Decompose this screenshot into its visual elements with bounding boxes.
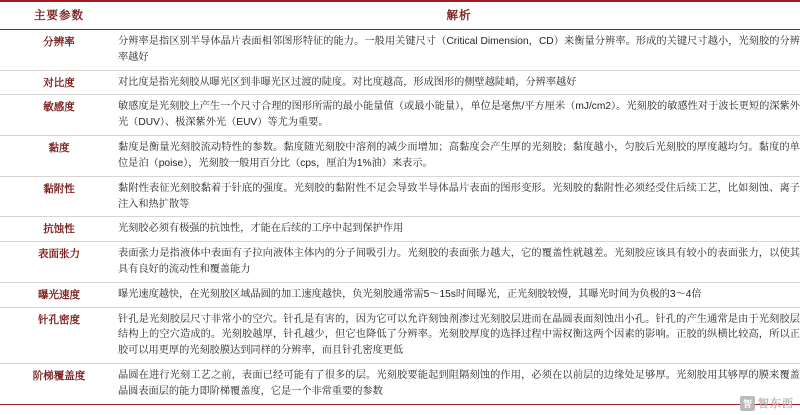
row-description: 敏感度是光刻胶上产生一个尺寸合理的图形所需的最小能量值（或最小能量），单位是毫焦/平方厘米（mJ/cm2）。光刻胶的敏感性对于波长更短的深紫外光（DUV）、极深紫外光（EUV）等尤为重要。	[118, 95, 800, 136]
table-row	[0, 282, 800, 307]
row-param-name: 曝光速度	[0, 282, 118, 307]
watermark	[740, 395, 794, 411]
table-header-row	[0, 1, 800, 30]
table-row	[0, 136, 800, 177]
row-param-name: 黏度	[0, 136, 118, 177]
row-param-name: 对比度	[0, 70, 118, 95]
row-description: 晶圆在进行光刻工艺之前，表面已经可能有了很多的层。光刻胶要能起到阻隔刻蚀的作用，必须在以前层的边缘处足够厚。光刻胶用其够厚的膜来覆盖晶圆表面层的能力即阶梯覆盖度，它是一个非常重要的参数	[118, 364, 800, 405]
row-description: 黏附性表征光刻胶黏着于针底的强度。光刻胶的黏附性不足会导致半导体晶片表面的图形变形。光刻胶的黏附性必须经受住后续工艺，比如刻蚀、离子注入和热扩散等	[118, 176, 800, 217]
row-param-name: 抗蚀性	[0, 217, 118, 242]
row-param-name: 黏附性	[0, 176, 118, 217]
row-description: 曝光速度越快，在光刻胶区域晶圆的加工速度越快，负光刻胶通常需5～15s时间曝光，正光刻胶较慢，其曝光时间为负极的3～4倍	[118, 282, 800, 307]
row-param-name: 分辨率	[0, 30, 118, 71]
table-row	[0, 176, 800, 217]
row-description: 黏度是衡量光刻胶流动特性的参数。黏度随光刻胶中溶剂的减少而增加；高黏度会产生厚的光刻胶；黏度越小，匀胶后光刻胶的厚度越均匀。黏度的单位是泊（poise），光刻胶一般用百分比（cps，厘泊为1%油）来表示。	[118, 136, 800, 177]
watermark-badge-icon: 智	[740, 396, 755, 411]
table-row	[0, 70, 800, 95]
table-row	[0, 30, 800, 71]
watermark-label: 智东西	[758, 398, 794, 410]
table-row	[0, 364, 800, 405]
table-row	[0, 242, 800, 283]
row-param-name: 表面张力	[0, 242, 118, 283]
table-body	[0, 30, 800, 405]
table-head	[0, 1, 800, 30]
row-description: 表面张力是指液体中表面有子拉向液体主体内的分子间吸引力。光刻胶的表面张力越大，它的覆盖性就越差。光刻胶应该具有较小的表面张力，以使其具有良好的流动性和覆盖能力	[118, 242, 800, 283]
table-row	[0, 217, 800, 242]
row-description: 光刻胶必须有极强的抗蚀性，才能在后续的工序中起到保护作用	[118, 217, 800, 242]
row-param-name: 阶梯覆盖度	[0, 364, 118, 405]
row-description: 针孔是光刻胶层尺寸非常小的空穴。针孔是有害的，因为它可以允许刻蚀剂渗过光刻胶层进而在晶圆表面刻蚀出小孔。针孔的产生通常是由于光刻胶层结构上的空穴造成的。光刻胶越厚，针孔越少，但它也降低了分辨率。光刻胶厚度的选择过程中需权衡这两个因素的影响。正胶的纵横比较高，所以正胶可以用更厚的光刻胶膜达到同样的分辨率，而且针孔密度更低	[118, 307, 800, 363]
table-row	[0, 307, 800, 363]
column-header-desc: 解析	[118, 1, 800, 30]
row-param-name: 敏感度	[0, 95, 118, 136]
row-description: 对比度是指光刻胶从曝光区到非曝光区过渡的陡度。对比度越高，形成图形的侧壁越陡峭，分辨率越好	[118, 70, 800, 95]
row-param-name: 针孔密度	[0, 307, 118, 363]
table-row	[0, 95, 800, 136]
column-header-param: 主要参数	[0, 1, 118, 30]
row-description: 分辨率是指区别半导体晶片表面相邻图形特征的能力。一般用关键尺寸（Critical Dimension，CD）来衡量分辨率。形成的关键尺寸越小，光刻胶的分辨率越好	[118, 30, 800, 71]
